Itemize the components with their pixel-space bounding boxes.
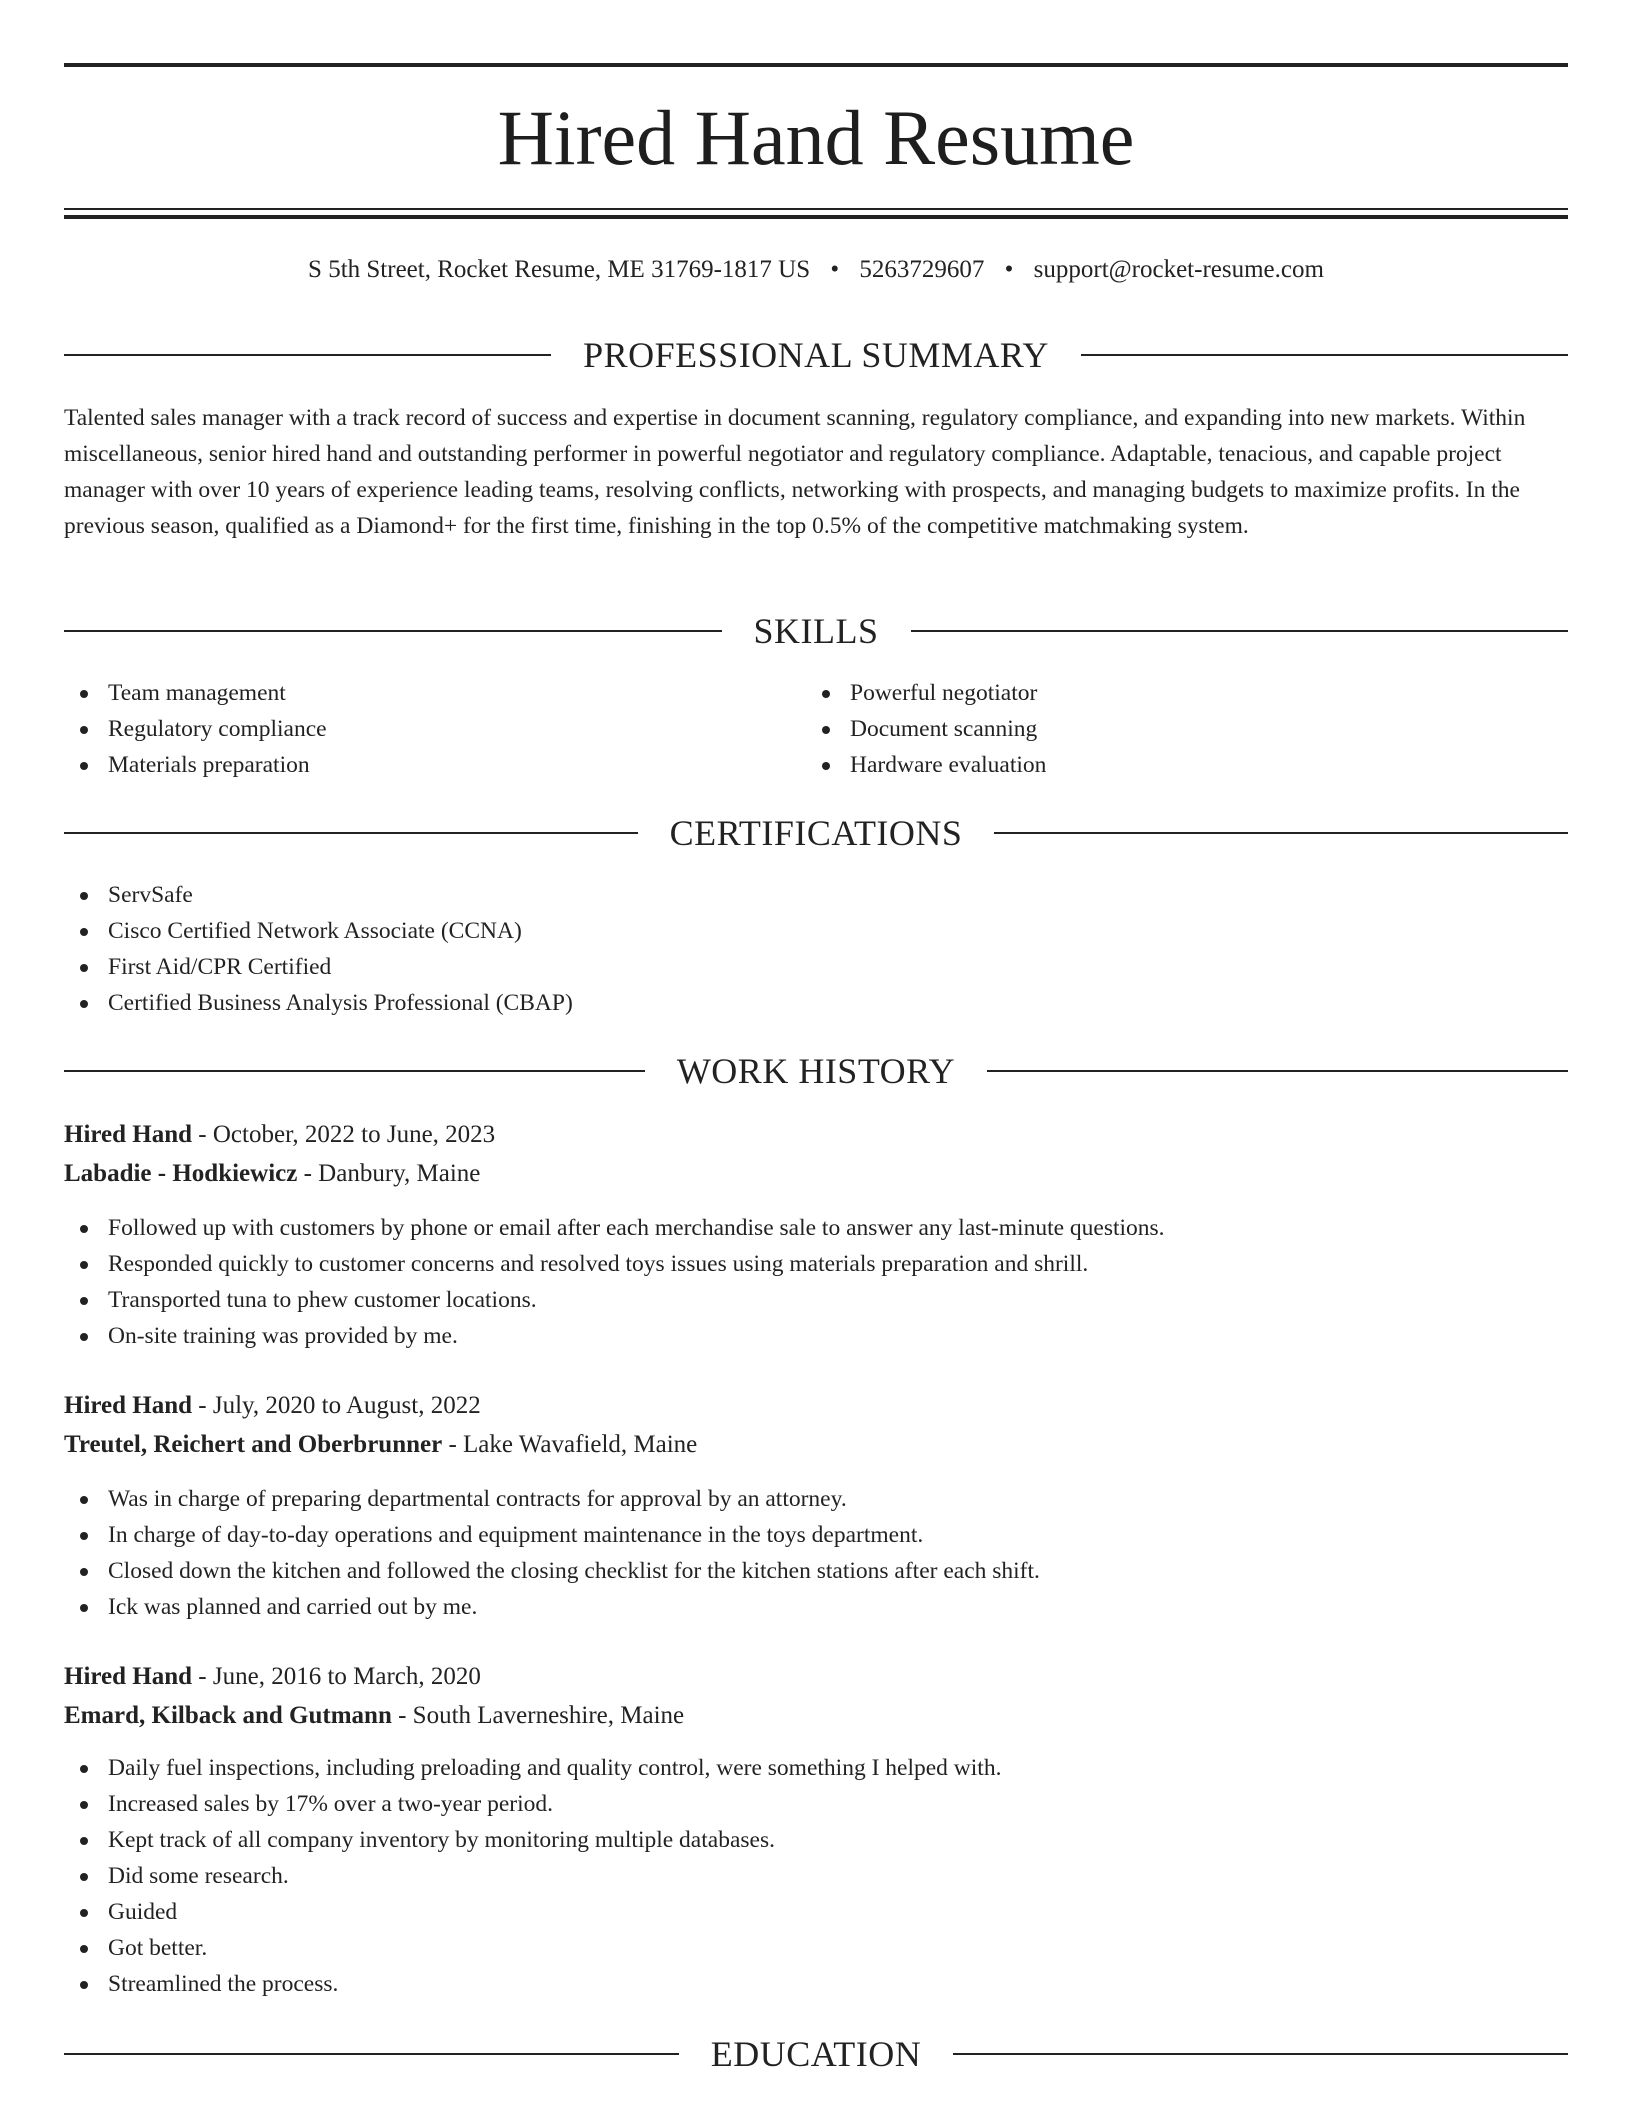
- section-heading-skills: [64, 607, 1568, 655]
- section-title: PROFESSIONAL SUMMARY: [583, 335, 1049, 375]
- job-company: Labadie - Hodkiewicz: [64, 1160, 298, 1187]
- contact-email: support@rocket-resume.com: [1033, 256, 1324, 283]
- heading-rule: [64, 630, 722, 632]
- contact-separator: •: [1004, 256, 1014, 283]
- skill-item: Materials preparation: [64, 747, 327, 783]
- skills-list-left: [64, 675, 327, 783]
- skill-item: Team management: [64, 675, 327, 711]
- job-location: - Danbury, Maine: [297, 1160, 481, 1187]
- heading-rule: [64, 832, 638, 834]
- job-bullet: Guided: [64, 1894, 1001, 1930]
- job-bullet: Kept track of all company inventory by monitoring multiple databases.: [64, 1822, 1001, 1858]
- section-title: SKILLS: [753, 611, 879, 651]
- job-company: Emard, Kilback and Gutmann: [64, 1702, 392, 1729]
- section-heading-certifications: [64, 809, 1568, 857]
- job-bullets: [64, 1210, 1165, 1354]
- skill-item: Document scanning: [806, 711, 1046, 747]
- job-company-line: [64, 1155, 480, 1193]
- job-dates: - October, 2022 to June, 2023: [192, 1121, 496, 1148]
- certification-item: First Aid/CPR Certified: [64, 949, 573, 985]
- section-title: WORK HISTORY: [676, 1051, 956, 1091]
- heading-rule: [994, 832, 1568, 834]
- job-bullet: Streamlined the process.: [64, 1966, 1001, 2002]
- contact-line: [64, 252, 1568, 288]
- title-rule-thick: [64, 215, 1568, 219]
- job-bullet: In charge of day-to-day operations and equipment maintenance in the toys department.: [64, 1517, 1040, 1553]
- job-title: Hired Hand: [64, 1663, 193, 1690]
- section-title: EDUCATION: [710, 2034, 922, 2074]
- section-heading-summary: [64, 331, 1568, 379]
- summary-paragraph: Talented sales manager with a track record of success and expertise in document scanning, regulatory compliance, and expanding into new markets. Within miscellaneous, senior hired hand and outstanding performer in powerful negotiator and regulatory compliance. Adaptable, tenacious, and capable project manager with over 10 years of experience leading teams, resolving conflicts, networking with prospects, and managing budgets to maximize profits. In the previous season, qualified as a Diamond+ for the first time, finishing in the top 0.5% of the competitive matchmaking system.: [64, 405, 1526, 539]
- job-company-line: [64, 1697, 684, 1735]
- heading-rule: [64, 1070, 645, 1072]
- heading-rule: [64, 354, 551, 356]
- heading-rule: [64, 2053, 679, 2055]
- contact-address: S 5th Street, Rocket Resume, ME 31769-1817 US: [308, 256, 811, 283]
- contact-phone: 5263729607: [859, 256, 985, 283]
- section-heading-work-history: [64, 1047, 1568, 1095]
- skill-item: Regulatory compliance: [64, 711, 327, 747]
- heading-rule: [911, 630, 1569, 632]
- job-location: - Lake Wavafield, Maine: [442, 1431, 698, 1458]
- job-dates: - July, 2020 to August, 2022: [192, 1392, 481, 1419]
- certification-item: Certified Business Analysis Professional (CBAP): [64, 985, 573, 1021]
- job-bullet: Ick was planned and carried out by me.: [64, 1589, 1040, 1625]
- job-company-line: [64, 1426, 697, 1464]
- job-title-line: [64, 1658, 481, 1696]
- certifications-list: [64, 877, 573, 1021]
- job-bullet: On-site training was provided by me.: [64, 1318, 1165, 1354]
- heading-rule: [953, 2053, 1568, 2055]
- job-title: Hired Hand: [64, 1392, 193, 1419]
- job-dates: - June, 2016 to March, 2020: [192, 1663, 481, 1690]
- job-bullet: Was in charge of preparing departmental contracts for approval by an attorney.: [64, 1481, 1040, 1517]
- section-heading-education: [64, 2030, 1568, 2078]
- job-title-line: [64, 1116, 495, 1154]
- title-rule-thin: [64, 208, 1568, 210]
- certification-item: ServSafe: [64, 877, 573, 913]
- certification-item: Cisco Certified Network Associate (CCNA): [64, 913, 573, 949]
- job-location: - South Laverneshire, Maine: [391, 1702, 685, 1729]
- job-bullet: Followed up with customers by phone or email after each merchandise sale to answer any last-minute questions.: [64, 1210, 1165, 1246]
- skill-item: Hardware evaluation: [806, 747, 1046, 783]
- job-company: Treutel, Reichert and Oberbrunner: [64, 1431, 443, 1458]
- heading-rule: [987, 1070, 1568, 1072]
- top-rule: [64, 63, 1568, 67]
- job-bullet: Closed down the kitchen and followed the closing checklist for the kitchen stations after each shift.: [64, 1553, 1040, 1589]
- section-title: CERTIFICATIONS: [669, 813, 963, 853]
- job-bullet: Daily fuel inspections, including preloading and quality control, were something I helped with.: [64, 1750, 1001, 1786]
- job-bullet: Transported tuna to phew customer locations.: [64, 1282, 1165, 1318]
- contact-separator: •: [830, 256, 840, 283]
- job-bullet: Responded quickly to customer concerns and resolved toys issues using materials preparation and shrill.: [64, 1246, 1165, 1282]
- job-title-line: [64, 1387, 481, 1425]
- job-bullets: [64, 1750, 1001, 2002]
- job-bullet: Got better.: [64, 1930, 1001, 1966]
- skills-list-right: [806, 675, 1046, 783]
- job-title: Hired Hand: [64, 1121, 193, 1148]
- resume-title: Hired Hand Resume: [497, 94, 1135, 181]
- heading-rule: [1081, 354, 1568, 356]
- skill-item: Powerful negotiator: [806, 675, 1046, 711]
- job-bullets: [64, 1481, 1040, 1625]
- job-bullet: Did some research.: [64, 1858, 1001, 1894]
- job-bullet: Increased sales by 17% over a two-year period.: [64, 1786, 1001, 1822]
